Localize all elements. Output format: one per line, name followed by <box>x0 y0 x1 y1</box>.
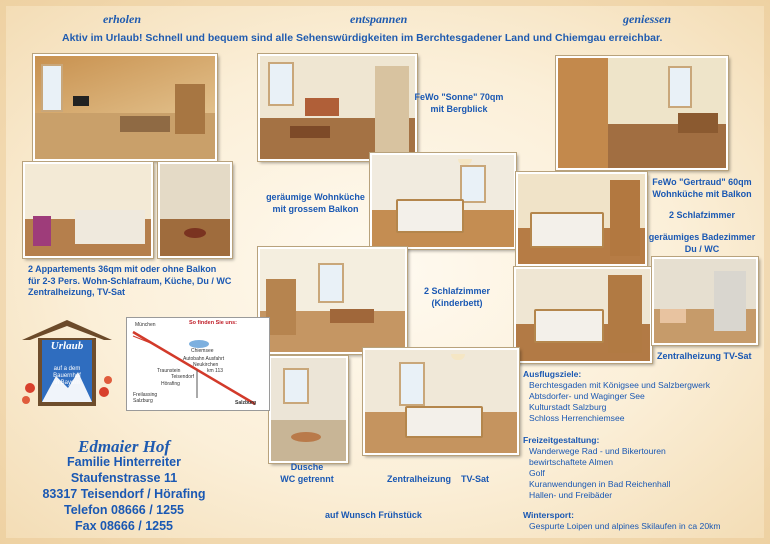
photo-bedroom-sonne <box>370 153 516 249</box>
photo-fewo-gertraud <box>556 56 728 170</box>
caption-bad: geräumiges Badezimmer Du / WC <box>648 232 756 254</box>
caption-schlafzimmer-sonne: 2 Schlafzimmer (Kinderbett) <box>423 286 491 308</box>
map-label-salzburg: Salzburg <box>235 400 257 406</box>
photo-appartement-living <box>33 54 217 161</box>
sign-text: auf a dem Bauernhof in Bayern <box>53 366 81 386</box>
motto-geniessen: geniessen <box>623 12 671 26</box>
photo-bathroom-gertraud <box>652 257 758 345</box>
photo-bedroom-3 <box>363 348 519 455</box>
map-label-muenchen: München <box>135 322 156 328</box>
map-label-neukirchen: Neukirchen <box>193 362 219 368</box>
caption-schlafzimmer-gertraud: 2 Schlafzimmer <box>668 210 736 220</box>
map-title: So finden Sie uns: <box>189 320 237 326</box>
photo-appartement-bath <box>158 162 232 258</box>
map-label-teisendorf: Teisendorf <box>171 374 195 380</box>
wintersport: Wintersport: Gespurte Loipen und alpines Skilaufen in ca 20km <box>523 510 721 531</box>
sign-title: Urlaub <box>50 340 84 352</box>
map-label-hoerafing: Hörafing <box>161 381 180 387</box>
motto-entspannen: entspannen <box>350 12 408 26</box>
farm-name: Edmaier Hof <box>78 437 171 456</box>
motto-erholen: erholen <box>103 12 142 26</box>
ausflugsziele: Ausflugsziele: Berchtesgaden mit Königsee und Salzbergwerk Abtsdorfer- und Waginger See Kulturstadt Salzburg Schloss Herrenchiemsee <box>523 369 711 423</box>
map-label-ausfahrt: Autobahn Ausfahrt <box>183 356 225 362</box>
headline: Aktiv im Urlaub! Schnell und bequem sind alle Sehenswürdigkeiten im Berchtesgadener Land und Chiemgau erreichbar. <box>62 32 663 44</box>
photo-bedroom-gertraud <box>516 172 647 266</box>
map-label-traunstein: Traunstein <box>157 368 181 374</box>
map-label-freilassing: Freilassing <box>133 392 158 398</box>
caption-dusche: Dusche WC getrennt <box>280 462 334 484</box>
map-label-salzburg-small: Salzburg <box>133 398 153 404</box>
photo-bedroom-2 <box>514 267 652 363</box>
urlaub-bauernhof-sign <box>16 318 118 410</box>
photo-fewo-sonne <box>258 54 417 161</box>
caption-kueche: geräumige Wohnküche mit grossem Balkon <box>266 192 365 214</box>
caption-gertraud: FeWo "Gertraud" 60qm Wohnküche mit Balkon <box>652 177 752 199</box>
caption-fruehstueck: auf Wunsch Frühstück <box>325 510 422 520</box>
map-label-km: km 113 <box>207 368 224 374</box>
photo-dining-corner <box>258 247 407 354</box>
map-label-chiemsee: Chiemsee <box>191 348 214 354</box>
directions-map <box>126 317 270 411</box>
photo-kitchenette <box>23 162 153 258</box>
caption-zh-tv-bottom: Zentralheizung TV-Sat <box>387 474 490 484</box>
contact-block: Familie Hinterreiter Staufenstrasse 11 83317 Teisendorf / Hörafing Telefon 08666 / 1255 Fax 08666 / 1255 <box>42 455 206 533</box>
caption-sonne: FeWo "Sonne" 70qm mit Bergblick <box>414 92 504 114</box>
freizeitgestaltung: Freizeitgestaltung: Wanderwege Rad - und Bikertouren bewirtschaftete Almen Golf Kuranwendungen in Bad Reichenhall Hallen- und Freibäder <box>523 435 671 500</box>
sign-graphic <box>16 318 118 410</box>
photo-dusche <box>269 356 348 463</box>
caption-zh-tv-right: Zentralheizung TV-Sat <box>657 351 752 361</box>
caption-appartements: 2 Appartements 36qm mit oder ohne Balkon für 2-3 Pers. Wohn-Schlafraum, Küche, Du / WC Zentralheizung, TV-Sat <box>28 264 232 297</box>
